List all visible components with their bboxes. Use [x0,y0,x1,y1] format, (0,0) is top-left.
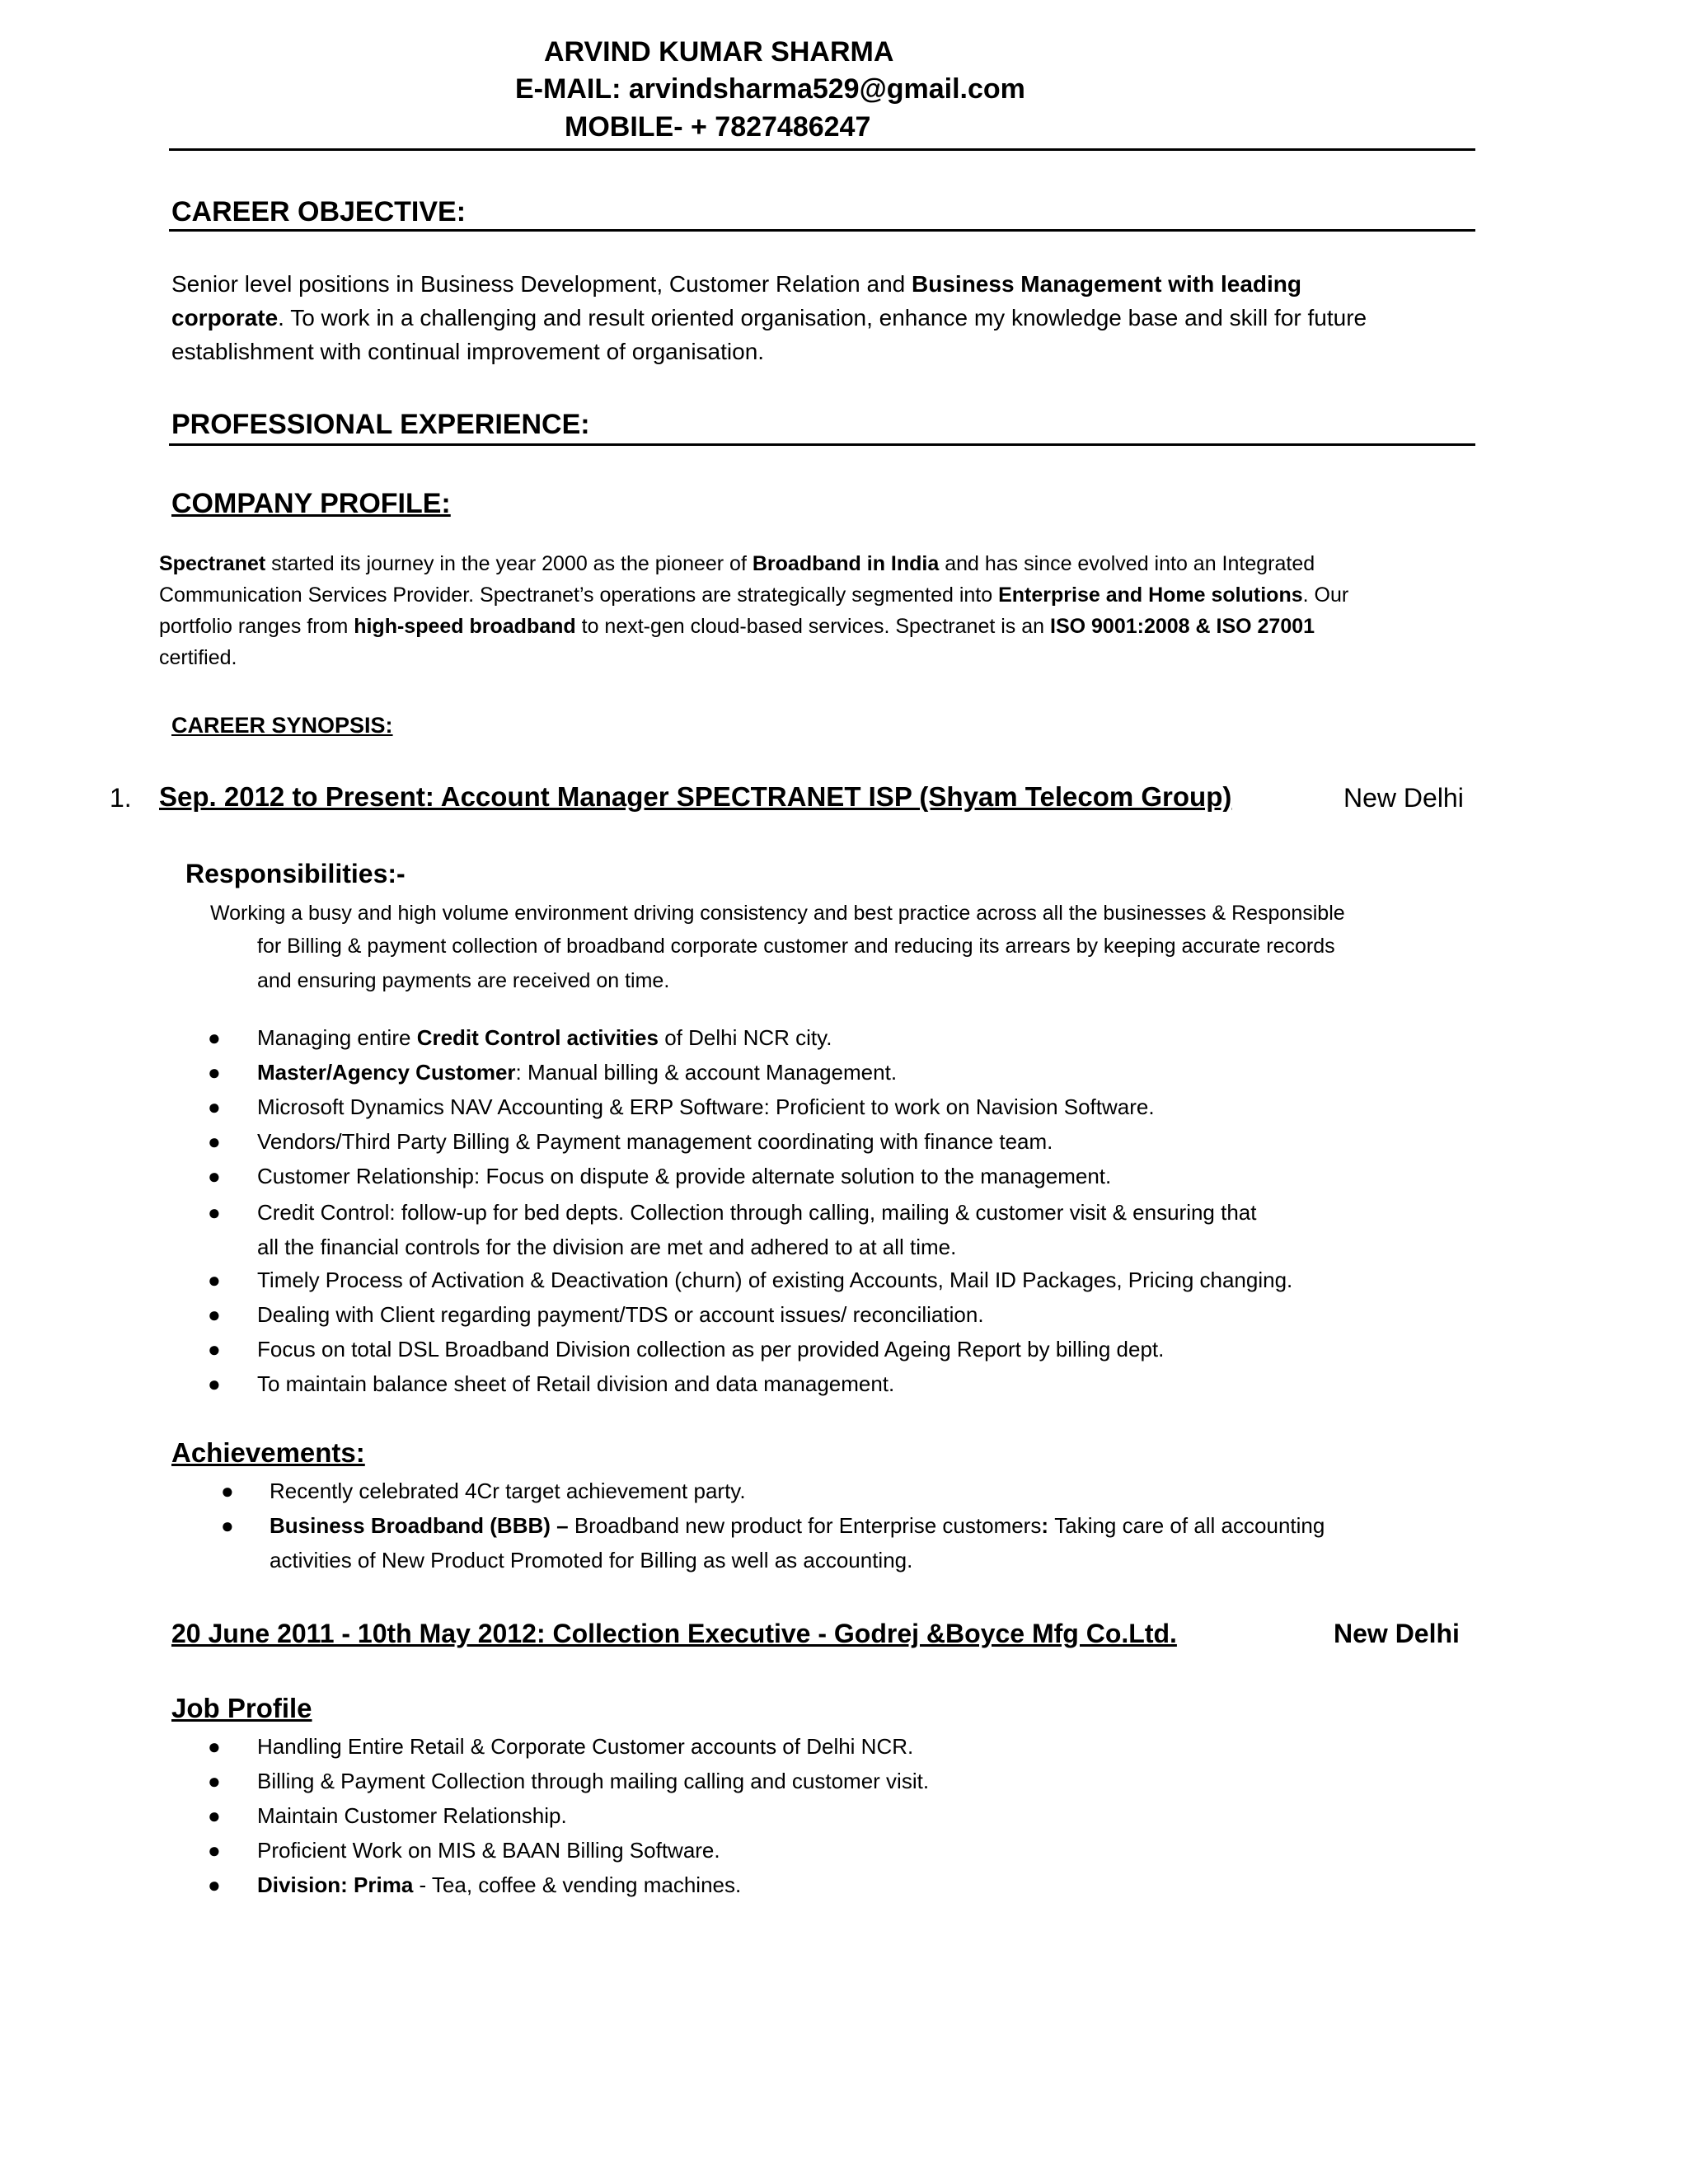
list-item: Handling Entire Retail & Corporate Customer accounts of Delhi NCR. [257,1734,914,1759]
resp-line2: for Billing & payment collection of broadband corporate customer and reducing its arrears by keeping accurate records [257,935,1335,958]
job1-title: Sep. 2012 to Present: Account Manager SPECTRANET ISP (Shyam Telecom Group) [159,781,1232,812]
job1-location: New Delhi [1343,783,1464,813]
header-divider [169,148,1475,151]
achievement-item-continuation: activities of New Product Promoted for Billing as well as accounting. [270,1548,913,1572]
list-item: Proficient Work on MIS & BAAN Billing Software. [257,1838,720,1863]
list-item-continuation: all the financial controls for the division are met and adhered to at all time. [257,1235,957,1259]
bullet-icon: ● [208,1094,221,1119]
candidate-name: ARVIND KUMAR SHARMA [544,36,894,68]
company-profile-heading: COMPANY PROFILE: [171,488,451,519]
list-item: Billing & Payment Collection through mailing calling and customer visit. [257,1769,930,1793]
bullet-icon: ● [208,1268,221,1292]
job1-number: 1. [110,783,132,813]
list-item: Division: Prima - Tea, coffee & vending machines. [257,1872,742,1897]
list-item: To maintain balance sheet of Retail division and data management. [257,1371,895,1396]
contact-email: E-MAIL: arvindsharma529@gmail.com [515,73,1025,105]
career-objective-divider [169,229,1475,232]
objective-line1: Senior level positions in Business Development, Customer Relation and Business Management with leading [171,271,1302,297]
professional-experience-divider [169,443,1475,446]
bullet-icon: ● [208,1200,221,1225]
list-item: Customer Relationship: Focus on dispute & provide alternate solution to the management. [257,1164,1112,1188]
job-profile-heading: Job Profile [171,1693,312,1723]
list-item: Timely Process of Activation & Deactivation (churn) of existing Accounts, Mail ID Packages, Pricing changing. [257,1268,1293,1292]
bullet-icon: ● [208,1129,221,1154]
objective-bold-corporate: corporate [171,305,279,330]
career-synopsis-heading: CAREER SYNOPSIS: [171,713,393,738]
bullet-icon: ● [221,1513,234,1538]
job2-title: 20 June 2011 - 10th May 2012: Collection Executive - Godrej &Boyce Mfg Co.Ltd. [171,1619,1177,1648]
list-item: Focus on total DSL Broadband Division collection as per provided Ageing Report by billing dept. [257,1337,1165,1361]
resp-line1: Working a busy and high volume environment driving consistency and best practice across all the businesses & Responsible [210,902,1345,925]
achievement-item: Business Broadband (BBB) – Broadband new product for Enterprise customers: Taking care of all accounting [270,1513,1325,1538]
bullet-icon: ● [208,1337,221,1361]
achievements-heading: Achievements: [171,1437,365,1468]
professional-experience-heading: PROFESSIONAL EXPERIENCE: [171,409,590,440]
bullet-icon: ● [221,1479,234,1503]
list-item: Vendors/Third Party Billing & Payment management coordinating with finance team. [257,1129,1053,1154]
bullet-icon: ● [208,1769,221,1793]
contact-mobile: MOBILE- + 7827486247 [565,111,871,143]
job2-location: New Delhi [1334,1619,1460,1648]
bullet-icon: ● [208,1838,221,1863]
bullet-icon: ● [208,1371,221,1396]
career-objective-text [171,267,1470,368]
career-objective-heading: CAREER OBJECTIVE: [171,196,467,227]
bullet-icon: ● [208,1164,221,1188]
list-item: Managing entire Credit Control activities of Delhi NCR city. [257,1025,832,1050]
achievement-item: Recently celebrated 4Cr target achievement party. [270,1479,746,1503]
list-item: Credit Control: follow-up for bed depts. Collection through calling, mailing & customer visit & ensuring that [257,1200,1257,1225]
objective-line3: establishment with continual improvement of organisation. [171,339,765,364]
bullet-icon: ● [208,1302,221,1327]
company-profile-text: Spectranet started its journey in the year 2000 as the pioneer of Broadband in India and has since evolved into an Integrated Communication Services Provider. Spectranet’s operations are strategically segmented into Enterprise and Home solutions. Our portfolio ranges from high-speed broadband to next-gen cloud-based services. Spectranet is an ISO 9001:2008 & ISO 27001 certified. [159,552,1349,669]
list-item: Maintain Customer Relationship. [257,1803,567,1828]
objective-line2: . To work in a challenging and result oriented organisation, enhance my knowledge base and skill for future [278,305,1367,330]
resp-line3: and ensuring payments are received on time. [257,969,670,992]
bullet-icon: ● [208,1060,221,1085]
list-item: Dealing with Client regarding payment/TDS or account issues/ reconciliation. [257,1302,984,1327]
bullet-icon: ● [208,1734,221,1759]
bullet-icon: ● [208,1025,221,1050]
responsibilities-heading: Responsibilities:- [185,859,406,888]
bullet-icon: ● [208,1803,221,1828]
list-item: Microsoft Dynamics NAV Accounting & ERP Software: Proficient to work on Navision Software. [257,1094,1155,1119]
bullet-icon: ● [208,1872,221,1897]
list-item: Master/Agency Customer: Manual billing & account Management. [257,1060,898,1085]
